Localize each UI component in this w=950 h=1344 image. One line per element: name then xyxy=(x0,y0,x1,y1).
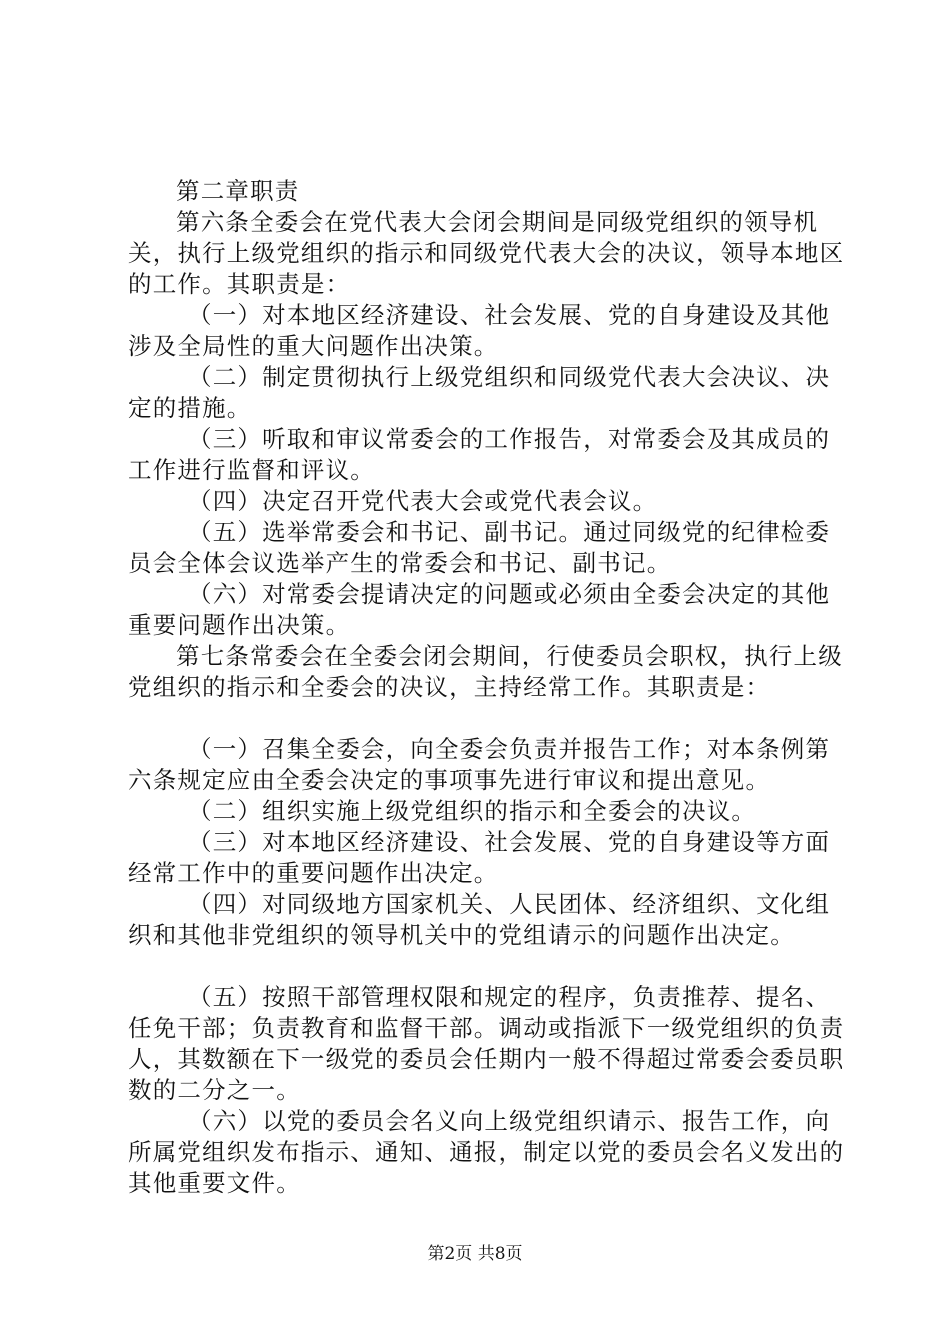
article-6-item-2: （二）制定贯彻执行上级党组织和同级党代表大会决议、决定的措施。 xyxy=(128,363,831,422)
article-7-paragraph: 第七条常委会在全委会闭会期间，行使委员会职权，执行上级党组织的指示和全委会的决议，主持经常工作。其职责是： xyxy=(128,642,843,701)
chapter-title: 第二章职责 xyxy=(176,177,300,205)
article-6-item-5: （五）选举常委会和书记、副书记。通过同级党的纪律检委员会全体会议选举产生的常委会和书记、副书记。 xyxy=(128,518,831,577)
article-7-item-5: （五）按照干部管理权限和规定的程序，负责推荐、提名、任免干部；负责教育和监督干部。调动或指派下一级党组织的负责人，其数额在下一级党的委员会任期内一般不得超过常委会委员职数的二分之一。 xyxy=(128,983,845,1104)
article-6-item-3: （三）听取和审议常委会的工作报告，对常委会及其成员的工作进行监督和评议。 xyxy=(128,425,831,484)
article-7-item-4: （四）对同级地方国家机关、人民团体、经济组织、文化组织和其他非党组织的领导机关中的党组请示的问题作出决定。 xyxy=(128,890,831,949)
article-6-item-4: （四）决定召开党代表大会或党代表会议。 xyxy=(188,487,658,515)
article-7-item-1: （一）召集全委会，向全委会负责并报告工作；对本条例第六条规定应由全委会决定的事项事先进行审议和提出意见。 xyxy=(128,735,831,794)
article-7-item-3: （三）对本地区经济建设、社会发展、党的自身建设等方面经常工作中的重要问题作出决定。 xyxy=(128,828,831,887)
article-6-item-6: （六）对常委会提请决定的问题或必须由全委会决定的其他重要问题作出决策。 xyxy=(128,580,831,639)
page-number-footer: 第2页 共8页 xyxy=(427,1244,523,1264)
document-body xyxy=(128,176,848,1199)
article-6-item-1: （一）对本地区经济建设、社会发展、党的自身建设及其他涉及全局性的重大问题作出决策。 xyxy=(128,301,831,360)
article-7-item-2: （二）组织实施上级党组织的指示和全委会的决议。 xyxy=(188,797,757,825)
article-6-paragraph: 第六条全委会在党代表大会闭会期间是同级党组织的领导机关，执行上级党组织的指示和同级党代表大会的决议，领导本地区的工作。其职责是： xyxy=(128,208,845,298)
article-7-item-6: （六）以党的委员会名义向上级党组织请示、报告工作，向所属党组织发布指示、通知、通报，制定以党的委员会名义发出的其他重要文件。 xyxy=(128,1107,845,1197)
